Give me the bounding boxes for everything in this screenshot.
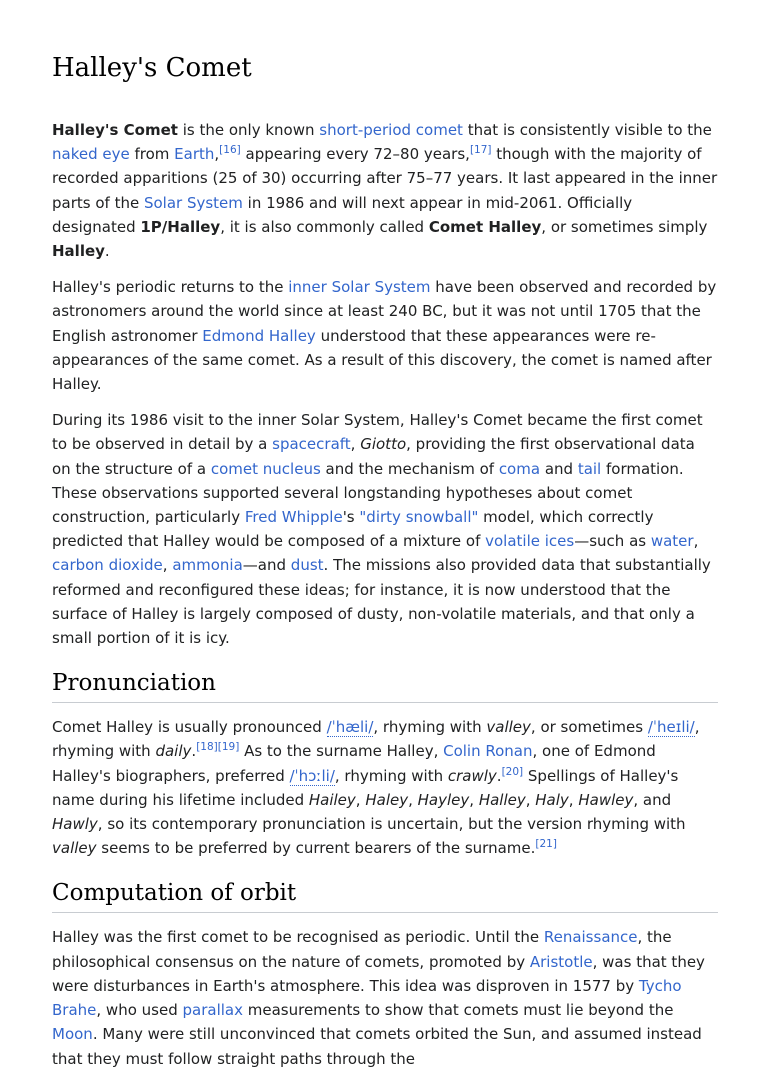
- text: As to the surname Halley,: [239, 742, 444, 761]
- link-edmond-halley[interactable]: Edmond Halley: [202, 326, 316, 345]
- text: , rhyming with: [334, 766, 448, 785]
- italic-text: crawly: [447, 766, 497, 785]
- text: ,: [525, 790, 536, 809]
- text: and the mechanism of: [320, 459, 499, 478]
- text: ,: [162, 556, 173, 575]
- intro-paragraph: [52, 118, 718, 263]
- text: ,: [355, 790, 366, 809]
- text: .: [104, 242, 110, 261]
- text: appearing every 72–80 years,: [240, 145, 470, 164]
- bold-text: Comet Halley: [428, 217, 542, 236]
- link-spacecraft[interactable]: spacecraft: [272, 435, 351, 454]
- text: , the philosophical consensus on the nature of comets, promoted by: [52, 928, 672, 971]
- link-aristotle[interactable]: Aristotle: [529, 952, 593, 971]
- text: , or sometimes simply: [541, 217, 708, 236]
- text: ,: [350, 435, 361, 454]
- text: formation. These observations supported several longstanding hypotheses about comet construction, particularly: [52, 459, 684, 527]
- text: , was that they were disturbances in Earth's atmosphere. This idea was disproven in 1577 by: [52, 952, 705, 995]
- link-renaissance[interactable]: Renaissance: [543, 928, 638, 947]
- text: in 1986 and will next appear in mid-2061. Officially designated: [52, 193, 633, 236]
- text: model, which correctly predicted that Halley would be composed of a mixture of: [52, 508, 654, 551]
- link-solar-system[interactable]: Solar System: [143, 193, 243, 212]
- bold-text: Halley's Comet: [52, 121, 178, 139]
- text: —such as: [574, 532, 651, 551]
- page-title: Halley's Comet: [52, 53, 252, 83]
- text: seems to be preferred by current bearers of the surname.: [96, 839, 536, 858]
- italic-text: Halley: [478, 790, 526, 809]
- link-tail[interactable]: tail: [577, 459, 602, 478]
- pronunciation-paragraph: [52, 715, 718, 860]
- text: , providing the first observational data on the structure of a: [52, 435, 695, 478]
- link-dirty-snowball[interactable]: "dirty snowball": [359, 508, 479, 527]
- reference-20[interactable]: [20]: [501, 765, 524, 778]
- text: Halley was the first comet to be recognised as periodic. Until the: [52, 928, 544, 947]
- text: measurements to show that comets must lie beyond the: [242, 1001, 674, 1020]
- link-parallax[interactable]: parallax: [182, 1001, 243, 1020]
- link-fred-whipple[interactable]: Fred Whipple: [244, 508, 343, 527]
- link-tycho-brahe[interactable]: Tycho Brahe: [52, 976, 682, 1020]
- italic-text: Hawly: [52, 815, 98, 834]
- text: . Many were still unconvinced that comets orbited the Sun, and assumed instead that they must follow straight paths through the: [52, 1025, 702, 1068]
- history-paragraph: [52, 275, 718, 396]
- link-carbon-dioxide[interactable]: carbon dioxide: [52, 556, 163, 575]
- ipa-link[interactable]: /ˈheɪli/: [647, 718, 695, 737]
- text: , and: [633, 790, 672, 809]
- text: , so its contemporary pronunciation is uncertain, but the version rhyming with: [97, 815, 686, 834]
- link-earth[interactable]: Earth: [174, 145, 215, 164]
- text: and: [540, 459, 578, 478]
- text: —and: [242, 556, 291, 575]
- text: During its 1986 visit to the inner Solar System, Halley's Comet became the first comet to be observed in detail by a: [52, 411, 703, 454]
- text: is the only known: [177, 121, 320, 139]
- text: ,: [568, 790, 579, 809]
- bold-text: Halley: [52, 242, 105, 261]
- text: understood that these appearances were re-appearances of the same comet. As a result of this discovery, the comet is named after Halley.: [52, 326, 712, 394]
- italic-text: Haley: [365, 790, 409, 809]
- section-heading-pronunciation: Pronunciation: [52, 668, 718, 703]
- text: .: [191, 742, 197, 761]
- text: ,: [693, 532, 699, 551]
- link-inner-solar-system[interactable]: inner Solar System: [288, 278, 431, 297]
- reference-18-19[interactable]: [18][19]: [196, 741, 240, 754]
- text: ,: [469, 790, 479, 809]
- link-water[interactable]: water: [650, 532, 694, 551]
- link-comet-nucleus[interactable]: comet nucleus: [210, 459, 321, 478]
- text: , one of Edmond Halley's biographers, preferred: [52, 742, 656, 785]
- link-naked-eye[interactable]: naked eye: [52, 145, 130, 164]
- text: Comet Halley is usually pronounced: [52, 718, 327, 737]
- text: ,: [408, 790, 418, 809]
- link-volatile-ices[interactable]: volatile ices: [485, 532, 575, 551]
- ipa-link[interactable]: /ˈhæli/: [326, 718, 374, 737]
- text: 's: [342, 508, 360, 527]
- text: that is consistently visible to the: [462, 121, 712, 139]
- italic-text: Haly: [535, 790, 569, 809]
- italic-text: Hailey: [308, 790, 356, 809]
- text: from: [129, 145, 175, 164]
- orbit-paragraph: [52, 925, 718, 1070]
- italic-text: Hayley: [417, 790, 470, 809]
- text: , or sometimes: [530, 718, 648, 737]
- text: , who used: [96, 1001, 183, 1020]
- text: though with the majority of recorded apparitions (25 of 30) occurring after 75–77 years. It last appeared in the inner parts of the: [52, 145, 718, 212]
- text: Halley's periodic returns to the: [52, 278, 289, 297]
- section-heading-computation-of-orbit: Computation of orbit: [52, 878, 718, 913]
- link-ammonia[interactable]: ammonia: [172, 556, 243, 575]
- link-coma[interactable]: coma: [498, 459, 541, 478]
- link-short-period-comet[interactable]: short-period comet: [319, 121, 463, 139]
- italic-text: valley: [486, 718, 531, 737]
- link-colin-ronan[interactable]: Colin Ronan: [443, 742, 533, 761]
- reference-17[interactable]: [17]: [469, 144, 492, 157]
- text: , rhyming with: [52, 718, 700, 761]
- reference-16[interactable]: [16]: [219, 144, 241, 157]
- giotto-paragraph: [52, 408, 718, 650]
- link-dust[interactable]: dust: [290, 556, 324, 575]
- ipa-link[interactable]: /ˈhɔːli/: [289, 766, 335, 785]
- italic-text: Giotto: [360, 435, 407, 454]
- text: , rhyming with: [373, 718, 487, 737]
- text: . The missions also provided data that substantially reformed and reconfigured these ideas; for instance, it is now understood that the surface of Halley is largely composed of dusty, non-volatile materials, and that only a small portion of it is icy.: [52, 556, 711, 648]
- text: Spellings of Halley's name during his lifetime included: [52, 766, 679, 809]
- text: ,: [214, 145, 220, 164]
- link-moon[interactable]: Moon: [52, 1025, 93, 1044]
- text: .: [496, 766, 502, 785]
- bold-text: 1P/Halley: [140, 217, 221, 236]
- text: have been observed and recorded by astronomers around the world since at least 240 BC, but it was not until 1705 that the English astronomer: [52, 278, 717, 345]
- italic-text: Hawley: [578, 790, 634, 809]
- text: , it is also commonly called: [220, 217, 429, 236]
- italic-text: valley: [52, 839, 97, 858]
- reference-21[interactable]: [21]: [535, 838, 557, 851]
- italic-text: daily: [155, 742, 192, 761]
